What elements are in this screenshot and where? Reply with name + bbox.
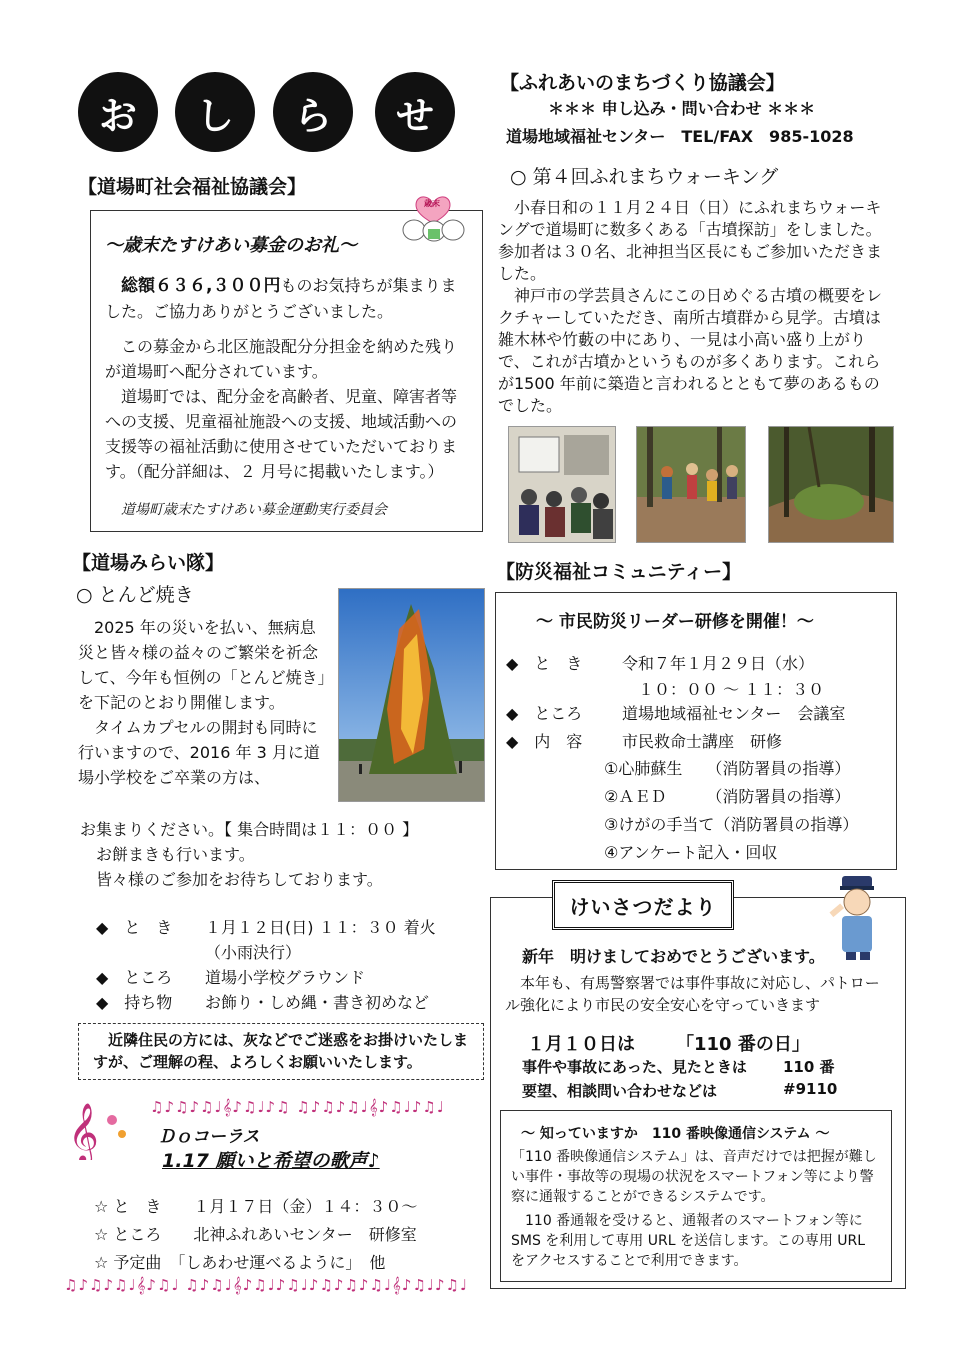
tondo-subtitle: ○ とんど焼き <box>76 584 194 606</box>
music-notes-top: ♫♪♫♪♫♩𝄞♪♫♩♪♫ ♫♪♫♪♫♩𝄞♪♫♩♪♫♩ <box>150 1098 445 1116</box>
donation-body <box>105 273 465 484</box>
walk-p1: 小春日和の１１月２４日（日）にふれまちウォーキングで道場町に数多くある「古墳探訪」をしました。参加者は３０名、北神担当区長にもご参加いただきました。 <box>498 198 883 283</box>
title-char-ra: ら <box>273 72 353 152</box>
tondo-p3c: 皆々様のご参加をお待ちしております。 <box>96 870 383 889</box>
title-char-o: お <box>78 72 158 152</box>
bousai-item: ②ＡＥＤ （消防署員の指導） <box>604 787 851 806</box>
donation-thanks: ものお気持ちが集まりました。ご協力ありがとうございました。 <box>105 276 457 321</box>
tondo-where-value: 道場小学校グラウンド <box>205 968 366 987</box>
mascot-label: 歳末 <box>424 199 440 208</box>
police-officer-icon <box>826 872 886 962</box>
chorus-songs: ☆ 予定曲 「しあわせ運べるように」 他 <box>94 1253 386 1272</box>
bousai-content-label: ◆ 内 容 <box>506 732 583 751</box>
kofun-photo <box>768 426 894 543</box>
police-intro: 本年も、有馬警察署では事件事故に対応し、パトロール強化により市民の安全安心を守っていきます <box>505 974 880 1014</box>
tondo-p1: 2025 年の災いを払い、無病息災と皆々様の益々のご繁栄を祈念して、今年も恒例の「とんど焼き」を下記のとおり開催します。 <box>78 618 326 712</box>
fureai-contact-line: ＊＊＊ 申し込み・問い合わせ ＊＊＊ <box>548 99 816 118</box>
chorus-when: ☆ と き １月１７日（金）１４：３０〜 <box>94 1197 418 1216</box>
mirai-header: 【道場みらい隊】 <box>72 552 225 574</box>
bousai-when-value: 令和７年１月２９日（水） <box>622 654 815 673</box>
bousai-box <box>495 592 897 870</box>
tondo-p2: タイムカプセルの開封も同時に行いますので、2016 年 3 月に道場小学校をご卒業の方は、 <box>78 718 320 787</box>
video-system-p1: 「110 番映像通信システム」は、音声だけでは把握が難しい事件・事故等の現場の状況をスマートフォン等により警察に通報することができるシステムです。 <box>511 1149 877 1205</box>
donation-title: 〜歳末たすけあい募金のお礼〜 <box>105 235 357 256</box>
video-system-box <box>500 1110 892 1282</box>
police-emergency-label: 事件や事故にあった、見たときは <box>522 1058 747 1076</box>
lecture-photo <box>508 426 616 543</box>
donation-usage: 道場町では、配分金を高齢者、児童、障害者等への支援、児童福祉施設への支援、地域活動への支援等の福祉活動に使用させていただいております。（配分詳細は、２ 月号に掲載いたします。） <box>105 387 458 481</box>
police-intro-wrap <box>505 972 885 1016</box>
chorus-title: 1.17 願いと希望の歌声♪ <box>162 1150 380 1172</box>
bonfire-photo <box>338 588 485 802</box>
bousai-item: ①心肺蘇生 （消防署員の指導） <box>604 759 851 778</box>
title-char-shi: し <box>175 72 255 152</box>
bousai-where-label: ◆ ところ <box>506 704 583 723</box>
video-system-body <box>511 1147 883 1271</box>
chorus-name: Ｄｏコーラス <box>158 1127 260 1147</box>
bousai-item: ③けがの手当て（消防署員の指導） <box>604 815 859 834</box>
police-header: けいさつだより <box>569 894 717 919</box>
tondo-items-label: ◆ 持ち物 <box>96 993 173 1012</box>
donation-allocation: この募金から北区施設配分分担金を納めた残りが道場町へ配分されています。 <box>105 337 458 381</box>
police-day-label: １月１０日は <box>527 1034 635 1055</box>
donation-total: 総額６３６,３００円 <box>121 276 281 296</box>
svg-text:𝄞: 𝄞 <box>68 1103 99 1160</box>
donation-signature: 道場町歳末たすけあい募金運動実行委員会 <box>121 502 387 518</box>
police-greeting: 新年 明けましておめでとうございます。 <box>522 947 825 966</box>
video-system-title: 〜 知っていますか 110 番映像通信システム 〜 <box>521 1126 830 1142</box>
heart-icon <box>398 185 468 245</box>
walk-body <box>498 197 890 417</box>
police-day-value: 「110 番の日」 <box>676 1034 810 1055</box>
bousai-when-label: ◆ と き <box>506 654 583 673</box>
police-emergency-value: 110 番 <box>783 1058 835 1076</box>
tondo-when-label: ◆ と き <box>96 918 173 937</box>
donation-box <box>90 210 483 532</box>
title-char-se: せ <box>375 72 455 152</box>
bousai-header: 【防災福祉コミュニティー】 <box>496 561 742 583</box>
tondo-when-note: （小雨決行） <box>205 943 302 962</box>
police-consult-label: 要望、相談問い合わせなどは <box>522 1082 718 1100</box>
video-system-p2: 110 番通報を受けると、通報者のスマートフォン等に SMS を利用して専用 URL を送信します。この専用 URL をアクセスすることで利用できます。 <box>511 1213 866 1269</box>
walk-title: ○ 第４回ふれまちウォーキング <box>510 166 779 188</box>
shakyo-header: 【道場町社会福祉協議会】 <box>78 176 307 198</box>
treble-clef-icon <box>64 1100 134 1164</box>
tondo-when-value: １月１２日(日) １１：３０ 着火 <box>205 918 436 937</box>
tondo-where-label: ◆ ところ <box>96 968 173 987</box>
tondo-p3b: お餅まきも行います。 <box>96 845 255 864</box>
forest-group-photo <box>636 426 746 543</box>
chorus-where: ☆ ところ 北神ふれあいセンター 研修室 <box>94 1225 417 1244</box>
tondo-notice: 近隣住民の方には、灰などでご迷惑をお掛けいたしますが、ご理解の程、よろしくお願いいたします。 <box>93 1031 469 1071</box>
bousai-when-time: １０：００ 〜 １１：３０ <box>638 680 825 699</box>
bousai-content-value: 市民救命士講座 研修 <box>622 732 783 751</box>
tondo-notice-box <box>78 1023 484 1080</box>
police-consult-value: #9110 <box>783 1080 838 1098</box>
bousai-item: ④アンケート記入・回収 <box>604 843 778 862</box>
tondo-body <box>78 615 326 790</box>
walk-p2: 神戸市の学芸員さんにこの日めぐる古墳の概要をレクチャーしていただき、南所古墳群から見学。古墳は雑木林や竹藪の中にあり、一見は小高い盛り上がりで、これが古墳かというものが多くあります。これらが1500 年前に築造と言われるとともて夢のあるものでした。 <box>498 286 883 415</box>
tondo-body-2 <box>80 817 490 892</box>
bousai-title: 〜 市民防災リーダー研修を開催！〜 <box>536 612 814 632</box>
police-header-box <box>552 880 734 930</box>
tondo-items-value: お飾り・しめ縄・書き初めなど <box>205 993 430 1012</box>
music-notes-bottom: ♫♪♫♪♫♩𝄞♪♫♩ ♫♪♫♩𝄞♪♫♩♪♫♩♪♫♪♫♪♫♩𝄞♪♫♩♪♫♩ <box>64 1276 469 1294</box>
mascot-illustration <box>398 185 468 245</box>
fureai-header: 【ふれあいのまちづくり協議会】 <box>500 72 785 94</box>
police-officer-illustration <box>826 872 886 966</box>
bousai-where-value: 道場地域福祉センター 会議室 <box>622 704 846 723</box>
tondo-p3a: お集まりください。【 集合時間は１１：００ 】 <box>80 820 419 839</box>
fureai-center: 道場地域福祉センター TEL/FAX 985-1028 <box>506 127 854 146</box>
